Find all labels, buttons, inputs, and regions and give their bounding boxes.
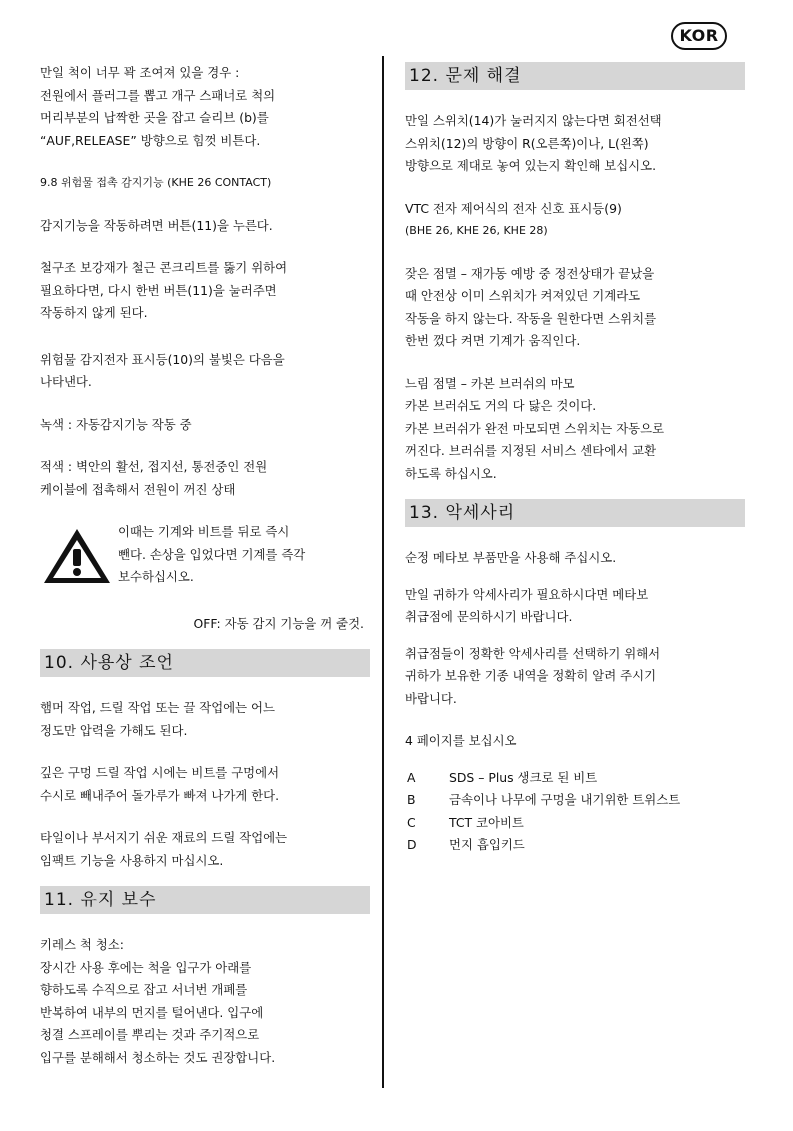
right-column: [405, 62, 745, 857]
off-instruction: OFF: 자동 감지 기능을 꺼 줄것.: [193, 615, 364, 631]
list-item: [405, 812, 745, 835]
warning-triangle-icon: [42, 527, 112, 585]
accessory-letter: A: [407, 769, 416, 785]
fast-blink-paragraph: 잦은 점멸 – 재가동 예방 중 정전상태가 끝났을 때 안전상 이미 스위치가 켜져있던 기계라도 작동을 하지 않는다. 작동을 원한다면 스위치를 한번 껐다 켜면 기계가 움직인다.: [405, 265, 657, 348]
troubleshoot-switch-paragraph: 만일 스위치(14)가 눌러지지 않는다면 회전선택 스위치(12)의 방향이 R(오른쪽)이나, L(왼쪽) 방향으로 제대로 놓여 있는지 확인해 보십시오.: [405, 113, 662, 173]
section-12-heading: 12. 문제 해결: [405, 62, 745, 90]
usage-tip-tile: 타일이나 부서지기 쉬운 재료의 드릴 작업에는 임팩트 기능을 사용하지 마십시오.: [40, 830, 288, 868]
red-status-paragraph: 적색 : 벽안의 활선, 접지선, 통전중인 전원 케이블에 접촉해서 전원이 꺼진 상태: [40, 459, 268, 497]
section-9-8-title: 9.8 위험물 접촉 감지기능 (KHE 26 CONTACT): [40, 176, 272, 189]
accessory-text: TCT 코아비트: [449, 814, 524, 830]
rebar-paragraph: 철구조 보강재가 철근 콘크리트를 뚫기 위하여 필요하다면, 다시 한번 버튼(11)을 눌러주면 작동하지 않게 된다.: [40, 260, 288, 320]
list-item: [405, 789, 745, 812]
warning-block: [40, 521, 370, 589]
accessory-letter: B: [407, 792, 416, 807]
slow-blink-paragraph: 느림 점멸 – 카본 브러쉬의 마모 카본 브러쉬도 거의 다 닳은 것이다. 카본 브러쉬가 완전 마모되면 스위치는 자동으로 꺼진다. 브러쉬를 지정된 서비스 센타에서 교환 하도록 하십시오.: [405, 375, 665, 481]
section-13-heading: 13. 악세사리: [405, 499, 745, 527]
list-item: [405, 767, 745, 790]
section-11-heading: 11. 유지 보수: [40, 886, 370, 914]
accessory-text: 금속이나 나무에 구멍을 내기위한 트위스트: [449, 792, 681, 807]
vtc-indicator-title: VTC 전자 제어식의 전자 신호 표시등(9): [405, 200, 622, 216]
accessory-list: [405, 767, 745, 857]
language-badge: KOR: [671, 22, 727, 50]
vtc-models: (BHE 26, KHE 26, KHE 28): [405, 224, 548, 237]
green-status-paragraph: 녹색 : 자동감지기능 작동 중: [40, 416, 192, 432]
accessory-letter: C: [407, 814, 416, 830]
accessory-text: 먼지 흡입키드: [449, 837, 525, 852]
list-item: [405, 834, 745, 857]
maintenance-paragraph: 키레스 척 청소: 장시간 사용 후에는 척을 입구가 아래를 향하도록 수직으로 잡고 서너번 개폐를 반복하여 내부의 먼지를 털어낸다. 입구에 청결 스프레이를 뿌리는 것과 주기적으로 입구를 분해해서 청소하는 것도 권장합니다.: [40, 937, 276, 1065]
model-info-paragraph: 취급점들이 정확한 악세사리를 선택하기 위해서 귀하가 보유한 기종 내역을 정확히 알려 주시기 바랍니다.: [405, 645, 661, 706]
warning-text: 이때는 기계와 비트를 뒤로 즉시 뺀다. 손상을 입었다면 기계를 즉각 보수하십시오.: [118, 524, 306, 584]
detection-activate-paragraph: 감지기능을 작동하려면 버튼(11)을 누른다.: [40, 217, 273, 233]
genuine-parts-paragraph: 순정 메타보 부품만을 사용해 주십시오.: [405, 550, 617, 565]
indicator-paragraph: 위험물 감지전자 표시등(10)의 불빛은 다음을 나타낸다.: [40, 351, 285, 389]
accessory-text: SDS – Plus 생크로 된 비트: [449, 769, 598, 785]
column-divider: [382, 56, 384, 1088]
dealer-contact-paragraph: 만일 귀하가 악세사리가 필요하시다면 메타보 취급점에 문의하시기 바랍니다.: [405, 586, 649, 624]
chuck-release-paragraph: 만일 척이 너무 꽉 조여져 있을 경우 : 전원에서 플러그를 뽑고 개구 스패너로 척의 머리부분의 납짝한 곳을 잡고 슬리브 (b)를 “AUF,RELEASE” 방향으로 힘껏 비튼다.: [40, 65, 276, 148]
usage-tip-deep-drill: 깊은 구멍 드릴 작업 시에는 비트를 구멍에서 수시로 빼내주어 돌가루가 빠져 나가게 한다.: [40, 765, 280, 803]
left-column: [40, 62, 370, 1069]
section-10-heading: 10. 사용상 조언: [40, 649, 370, 677]
see-page-4: 4 페이지를 보십시오: [405, 733, 517, 748]
usage-tip-hammer: 햄머 작업, 드릴 작업 또는 끌 작업에는 어느 정도만 압력을 가해도 된다.: [40, 700, 275, 738]
accessory-letter: D: [407, 837, 417, 852]
